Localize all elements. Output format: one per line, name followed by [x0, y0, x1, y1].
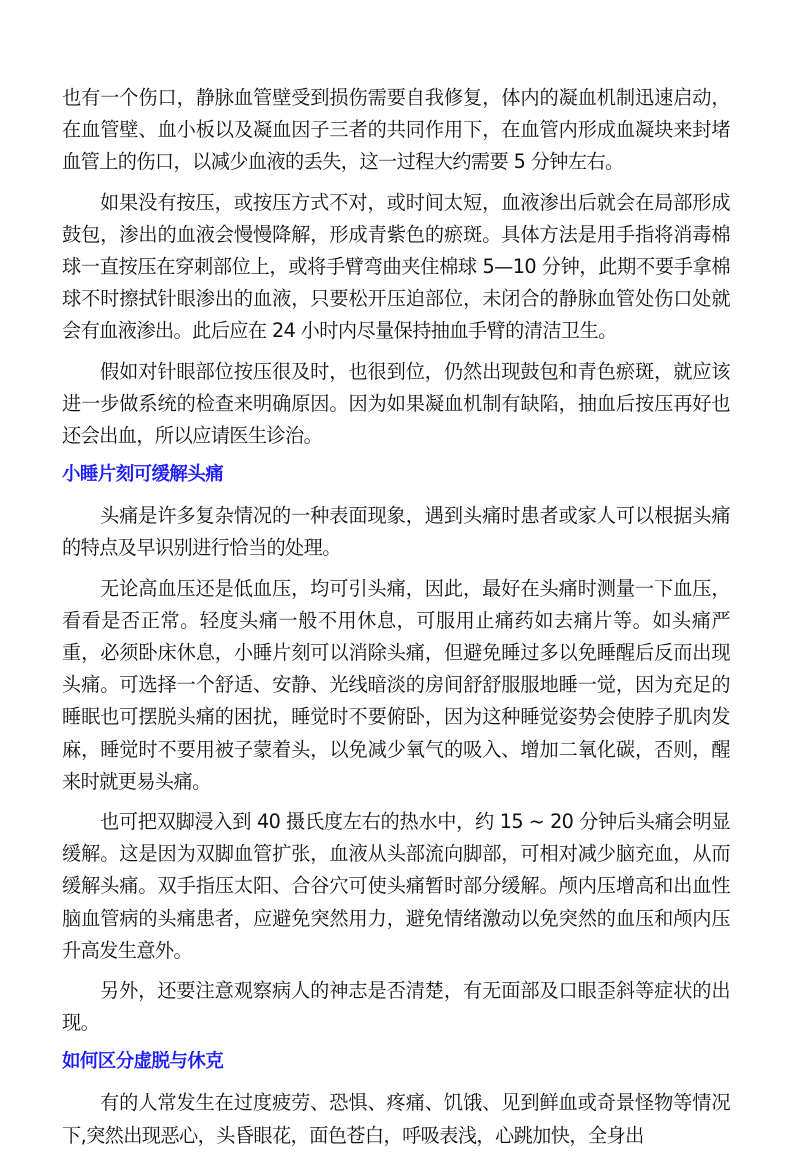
paragraph-pressing-method: 如果没有按压，或按压方式不对，或时间太短，血液渗出后就会在局部形成鼓包，渗出的血液会慢慢降解，形成青紫色的瘀斑。具体方法是用手指将消毒棉球一直按压在穿刺部位上，或将手臂弯曲夹住棉球 5—10 分钟，此期不要手拿棉球不时擦拭针眼渗出的血液，只要松开压迫部位，未闭合的静脉血管处伤口处就会有血液渗出。此后应在 24 小时内尽量保持抽血手臂的清洁卫生。 — [62, 190, 730, 343]
paragraph-headache-intro: 头痛是许多复杂情况的一种表面现象，遇到头痛时患者或家人可以根据头痛的特点及早识别进行恰当的处理。 — [62, 504, 730, 560]
paragraph-observe-consciousness: 另外，还要注意观察病人的神志是否清楚，有无面部及口眼歪斜等症状的出现。 — [62, 979, 730, 1035]
paragraph-foot-soak: 也可把双脚浸入到 40 摄氏度左右的热水中，约 15 ~ 20 分钟后头痛会明显缓解。这是因为双脚血管扩张，血液从头部流向脚部，可相对减少脑充血，从而缓解头痛。双手指压太阳、合谷穴可使头痛暂时部分缓解。颅内压增高和出血性脑血管病的头痛患者，应避免突然用力，避免情绪激动以免突然的血压和颅内压升高发生意外。 — [62, 810, 730, 962]
paragraph-wound-clotting: 也有一个伤口，静脉血管壁受到损伤需要自我修复，体内的凝血机制迅速启动，在血管壁、血小板以及凝血因子三者的共同作用下，在血管内形成血凝块来封堵血管上的伤口，以减少血液的丢失，这一过程大约需要 5 分钟左右。 — [62, 86, 730, 174]
paragraph-bruise-cause: 假如对针眼部位按压很及时，也很到位，仍然出现鼓包和青色瘀斑，就应该进一步做系统的检查来明确原因。因为如果凝血机制有缺陷，抽血后按压再好也还会出血，所以应请医生诊治。 — [62, 359, 730, 448]
paragraph-collapse-symptoms: 有的人常发生在过度疲劳、恐惧、疼痛、饥饿、见到鲜血或奇景怪物等情况下,突然出现恶心，头昏眼花，面色苍白，呼吸表浅，心跳加快，全身出 — [62, 1091, 730, 1147]
section-heading-nap-headache: 小睡片刻可缓解头痛 — [62, 464, 224, 486]
document-page — [62, 82, 730, 1160]
section-heading-collapse-vs-shock: 如何区分虚脱与休克 — [62, 1051, 224, 1073]
paragraph-blood-pressure-rest: 无论高血压还是低血压，均可引头痛，因此，最好在头痛时测量一下血压，看看是否正常。轻度头痛一般不用休息，可服用止痛药如去痛片等。如头痛严重，必须卧床休息，小睡片刻可以消除头痛，但避免睡过多以免睡醒后反而出现头痛。可选择一个舒适、安静、光线暗淡的房间舒舒服服地睡一觉，因为充足的睡眠也可摆脱头痛的困扰，睡觉时不要俯卧，因为这种睡觉姿势会使脖子肌肉发麻，睡觉时不要用被子蒙着头，以免减少氧气的吸入、增加二氧化碳，否则，醒来时就更易头痛。 — [62, 576, 730, 793]
